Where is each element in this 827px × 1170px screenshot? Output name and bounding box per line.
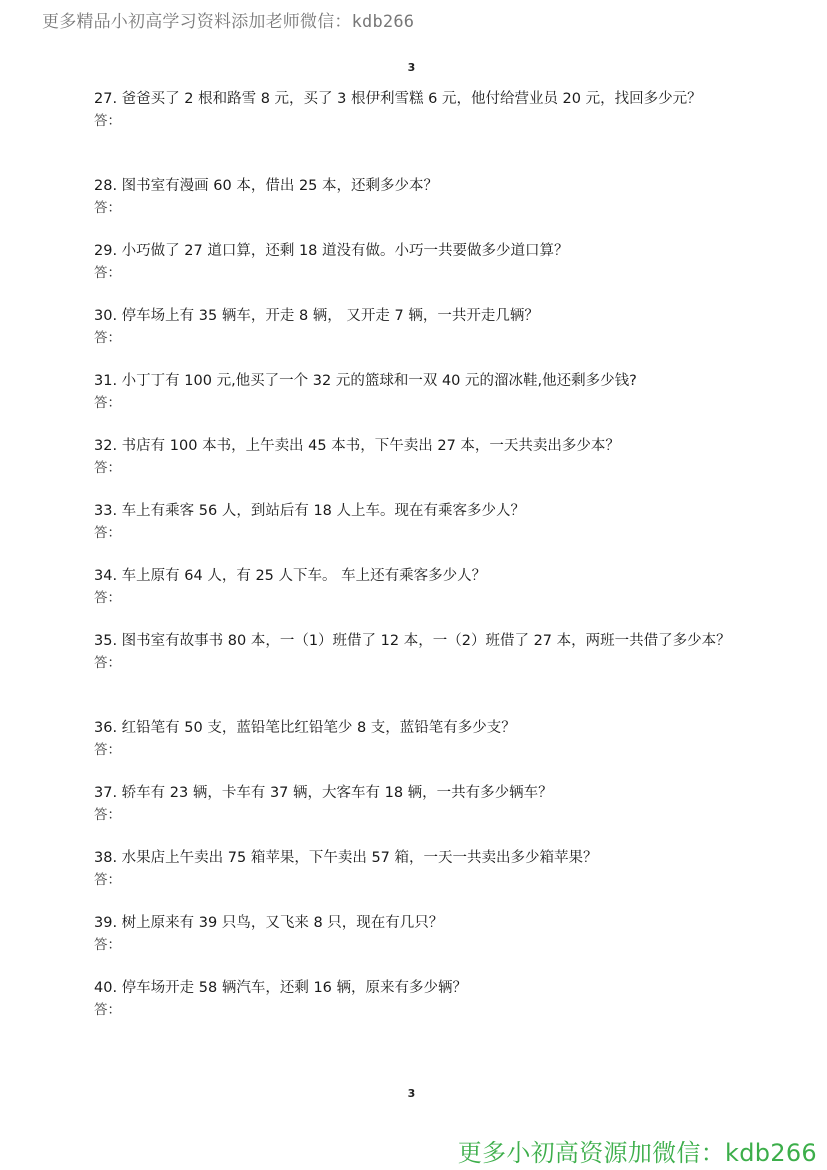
- question-text: 33. 车上有乘客 56 人，到站后有 18 人上车。现在有乘客多少人？: [94, 503, 526, 519]
- question-item: [94, 977, 744, 1020]
- page-number-top: 3: [407, 61, 416, 74]
- question-item: [94, 565, 744, 608]
- question-text: 31. 小丁丁有 100 元,他买了一个 32 元的篮球和一双 40 元的溜冰鞋,他还剩多少钱?: [94, 373, 637, 389]
- answer-label: 答：: [94, 265, 121, 281]
- answer-label: 答：: [94, 937, 121, 953]
- question-text: 37. 轿车有 23 辆，卡车有 37 辆，大客车有 18 辆，一共有多少辆车？: [94, 785, 553, 801]
- question-text: 40. 停车场开走 58 辆汽车，还剩 16 辆，原来有多少辆？: [94, 980, 468, 996]
- question-text: 29. 小巧做了 27 道口算，还剩 18 道没有做。小巧一共要做多少道口算？: [94, 243, 569, 259]
- answer-label: 答：: [94, 1002, 121, 1018]
- question-item: [94, 782, 744, 825]
- question-text: 27. 爸爸买了 2 根和路雪 8 元，买了 3 根伊利雪糕 6 元，他付给营业员 20 元，找回多少元？: [94, 91, 702, 107]
- question-text: 36. 红铅笔有 50 支，蓝铅笔比红铅笔少 8 支，蓝铅笔有多少支？: [94, 720, 516, 736]
- question-item: [94, 500, 744, 543]
- footer-watermark: 更多小初高资源加微信：kdb266: [457, 1139, 817, 1167]
- answer-label: 答：: [94, 460, 121, 476]
- question-item: [94, 305, 744, 348]
- question-text: 34. 车上原有 64 人，有 25 人下车。 车上还有乘客多少人？: [94, 568, 487, 584]
- answer-label: 答：: [94, 330, 121, 346]
- answer-label: 答：: [94, 113, 121, 129]
- question-item: [94, 847, 744, 890]
- question-item: [94, 240, 744, 283]
- question-item: [94, 630, 744, 673]
- answer-label: 答：: [94, 742, 121, 758]
- question-text: 32. 书店有 100 本书，上午卖出 45 本书，下午卖出 27 本，一天共卖出多少本？: [94, 438, 620, 454]
- question-text: 38. 水果店上午卖出 75 箱苹果，下午卖出 57 箱，一天一共卖出多少箱苹果？: [94, 850, 598, 866]
- question-text: 39. 树上原来有 39 只鸟，又飞来 8 只，现在有几只？: [94, 915, 444, 931]
- question-item: [94, 912, 744, 955]
- header-watermark: 更多精品小初高学习资料添加老师微信：kdb266: [42, 12, 415, 32]
- answer-label: 答：: [94, 590, 121, 606]
- answer-label: 答：: [94, 655, 121, 671]
- answer-label: 答：: [94, 807, 121, 823]
- question-text: 28. 图书室有漫画 60 本，借出 25 本，还剩多少本？: [94, 178, 439, 194]
- question-item: [94, 370, 744, 413]
- question-item: [94, 717, 744, 760]
- question-text: 30. 停车场上有 35 辆车，开走 8 辆， 又开走 7 辆，一共开走几辆？: [94, 308, 539, 324]
- question-item: [94, 435, 744, 478]
- answer-label: 答：: [94, 200, 121, 216]
- answer-label: 答：: [94, 525, 121, 541]
- answer-label: 答：: [94, 395, 121, 411]
- answer-label: 答：: [94, 872, 121, 888]
- page-number-bottom: 3: [407, 1087, 416, 1100]
- question-item: [94, 88, 744, 131]
- question-item: [94, 175, 744, 218]
- question-text: 35. 图书室有故事书 80 本，一（1）班借了 12 本，一（2）班借了 27 本，两班一共借了多少本？: [94, 633, 731, 649]
